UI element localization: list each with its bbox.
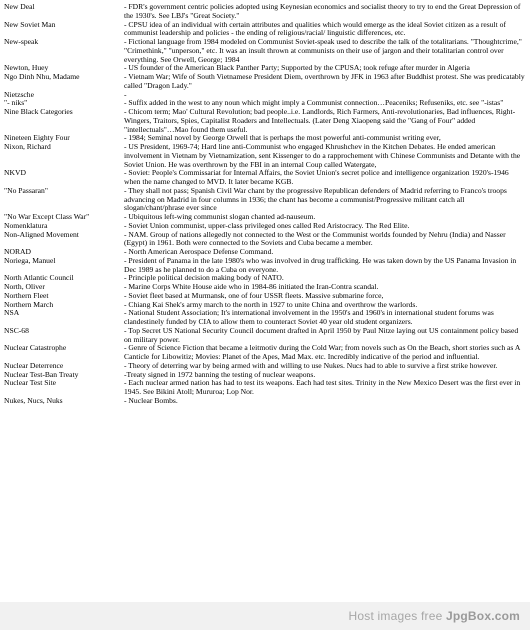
glossary-definition: - Soviet Union communist, upper-class privileged ones called Red Aristocracy. The Red Elite.	[124, 220, 410, 230]
glossary-definition: - Ubiquitous left-wing communist slogan chanted ad-nauseum.	[124, 212, 316, 221]
glossary-term: New Soviet Man	[4, 19, 56, 29]
glossary-term: NSA	[4, 308, 20, 318]
glossary-definition: - FDR's government centric policies adopted using Keynesian economics and socialist theory to try to end the Great Depression of the 1930's. See LBJ's "Great Society."	[124, 2, 521, 20]
glossary-term: Nineteen Eighty Four	[4, 133, 70, 143]
glossary-term: North Atlantic Council	[4, 273, 74, 283]
glossary-term: Nuclear Test Site	[4, 378, 57, 388]
glossary-definition: - Soviet fleet based at Murmansk, one of four USSR fleets. Massive submarine force,	[124, 290, 384, 300]
glossary-definition: -	[124, 89, 127, 99]
glossary-term: "- niks"	[4, 98, 28, 108]
glossary-definition: - Chicom term; Mao' Cultural Revolution; bad people..i.e. Landlords, Rich Farmers, Anti-revolutionaries, Bad influences, Right-Wingers, Traitors, Spies, Capitalist Roaders and Intellectuals. (Later Deng Xiaopeng said the "Gang of Four" added "intellectuals"…Mao found them useful.	[124, 107, 516, 134]
glossary-definition: - NAM. Group of nations allegedly not connected to the West or the Communist worlds founded by Nehru (India) and Nasser (Egypt) in 1961. Both were connected to the Soviets and Cuba became a member.	[124, 229, 506, 248]
glossary-entry	[4, 169, 526, 187]
glossary-definition: - CPSU idea of an individual with certain attributes and qualities which would emerge as the ideal Soviet citizen as a result of communist leadership and policies - the ending of religious/racial/ linguistic differences, etc.	[124, 19, 506, 38]
glossary-term: "No War Except Class War"	[4, 212, 90, 221]
glossary-definition: - Each nuclear armed nation has had to test its weapons. Each had test sites. Trinity in the New Mexico Desert was the first ever in 1945. See Bikini Atoll; Mururoa; Lop Nor.	[124, 378, 521, 396]
glossary-term: Nomenklatura	[4, 220, 48, 230]
glossary-term: Noriega, Manuel	[4, 255, 56, 265]
watermark-prefix: Host images free	[348, 609, 446, 623]
glossary-entry	[4, 3, 526, 21]
glossary-term: Non-Aligned Movement	[4, 229, 79, 239]
glossary-definition: - Fictional language from 1984 modeled on Communist Soviet-speak used to describe the talk of the totalitarians. "Thoughtcrime," "Crimethink," "unperson," etc. It was an insult thrown at communists on their use of jargon and their totalitarian control over everything. See Orwell, George; 1984	[124, 37, 522, 64]
glossary-definition: - Vietnam War; Wife of South Vietnamese President Diem, overthrown by JFK in 1963 after Buddhist protest. She was predicatably called "Dragon Lady."	[124, 72, 525, 90]
glossary-term: Nixon, Richard	[4, 142, 51, 151]
glossary-term: North, Oliver	[4, 282, 45, 291]
glossary-term: Newton, Huey	[4, 63, 49, 73]
watermark-brand: JpgBox.com	[445, 609, 520, 623]
glossary-definition: - Marine Corps White House aide who in 1984-86 initiated the Iran-Contra scandal.	[124, 282, 379, 291]
glossary-definition: - Suffix added in the west to any noun which might imply a Communist connection…Peaceniks; Refuseniks, etc. see "-istas"	[124, 98, 504, 108]
glossary-definition: - North American Aerospace Defense Command.	[124, 247, 274, 256]
glossary-definition: - Chiang Kai Shek's army march to the north in 1927 to unite China and overthrow the warlords.	[124, 299, 418, 309]
glossary-entry	[4, 379, 526, 397]
glossary-definition: - US President, 1969-74; Hard line anti-Communist who engaged Khrushchev in the Kitchen Debates. He ended american involvement in Vietnam by Vietnamization, sent Kissenger to do a rapprochement with Chinese Communists and Detante with the Soviet Union. He was overthrown by the FBI in an internal Coup called Watergate,	[124, 142, 521, 169]
glossary-entry	[4, 327, 526, 345]
glossary-term: Nietzsche	[4, 89, 34, 99]
glossary-term: NKVD	[4, 168, 26, 178]
glossary-term: Northern March	[4, 299, 54, 309]
glossary-term: "No Passaran"	[4, 185, 48, 195]
glossary-term: Nuclear Deterrence	[4, 360, 64, 370]
glossary-entry	[4, 187, 526, 213]
glossary-entries	[4, 3, 526, 406]
glossary-definition: - 1984; Seminal novel by George Orwell that is perhaps the most powerful anti-communist writing ever,	[124, 133, 441, 143]
watermark-bar	[0, 602, 530, 630]
glossary-term: Nuclear Test-Ban Treaty	[4, 369, 79, 379]
glossary-entry	[4, 344, 526, 362]
glossary-definition: -Treaty signed in 1972 banning the testing of nuclear weapons.	[124, 369, 316, 379]
glossary-definition: - Soviet: People's Commissariat for Internal Affairs, the Soviet Union's secret police and intelligence organization 1920's-1946 when the name changed to MVD. It later became KGB.	[124, 168, 509, 186]
glossary-entry	[4, 257, 526, 275]
glossary-definition: - They shall not pass; Spanish Civil War chant by the progressive Republican defenders of Madrid referring to Franco's troops advancing on Madrid in four columns in 1936; the chant has become a communist/Progressive militant catch all slogan/chant/phrase ever since	[124, 185, 507, 213]
glossary-term: Ngo Dinh Nhu, Madame	[4, 72, 80, 81]
glossary-term: NSC-68	[4, 325, 29, 335]
glossary-term: Nine Black Categories	[4, 107, 73, 116]
glossary-entry	[4, 231, 526, 249]
glossary-entry	[4, 108, 526, 134]
glossary-entry	[4, 143, 526, 169]
glossary-term: Northern Fleet	[4, 290, 49, 300]
glossary-term: New Deal	[4, 2, 35, 11]
glossary-entry	[4, 38, 526, 64]
glossary-term: Nuclear Catastrophe	[4, 343, 67, 353]
glossary-definition: - President of Panama in the late 1980's who was involved in drug trafficking. He was taken down by the US Panama Invasion in Dec 1989 as he planned to do a Cuba on everyone.	[124, 255, 517, 274]
glossary-term: NORAD	[4, 247, 32, 256]
glossary-definition: - Principle political decision making body of NATO.	[124, 273, 284, 283]
glossary-term: Nukes, Nucs, Nuks	[4, 395, 63, 405]
glossary-entry	[4, 309, 526, 327]
glossary-entry	[4, 397, 526, 406]
glossary-definition: - Nuclear Bombs.	[124, 395, 178, 405]
glossary-definition: - US founder of the American Black Panther Party; Supported by the CPUSA; took refuge after murder in Algeria	[124, 63, 470, 73]
glossary-entry	[4, 73, 526, 91]
glossary-definition: - Genre of Science Fiction that became a leitmotiv during the Cold War; from novels such as On the Beach, short stories such as A Canticle for Libowitiz; Movies: Planet of the Apes, Mad Max. etc. Incredibly indicative of the period and influential.	[124, 343, 520, 361]
glossary-definition: - National Student Association; It's international involvement in the 1950's and 1960's in international student forums was clandestinely funded by CIA to allow them to counteract Soviet 40 year old student organizers.	[124, 308, 494, 326]
glossary-entry	[4, 21, 526, 39]
glossary-definition: - Theory of deterring war by being armed with and willing to use Nukes. Nucs had to able to survive a first strike however.	[124, 360, 498, 370]
glossary-definition: - Top Secret US National Security Council document drafted in April 1950 by Paul Nitze laying out US containment policy based on military power.	[124, 325, 519, 344]
glossary-term: New-speak	[4, 37, 39, 46]
watermark-text[interactable]	[349, 609, 520, 623]
